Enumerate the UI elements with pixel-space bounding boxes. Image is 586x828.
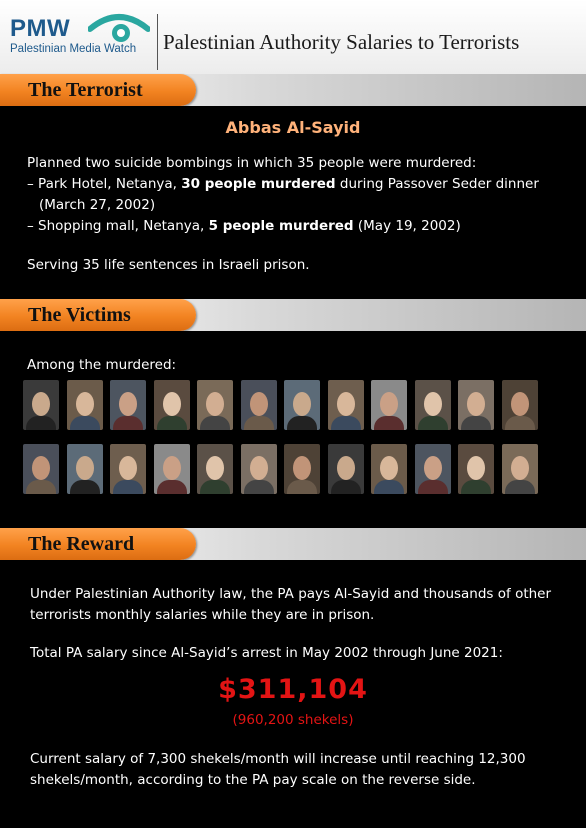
victim-photo-row-2 <box>23 444 538 494</box>
victim-photo <box>23 444 59 494</box>
victim-shoulders <box>374 480 404 494</box>
victim-face <box>250 392 268 416</box>
victim-shoulders <box>374 416 404 430</box>
salary-amount: $311,104 <box>218 674 368 705</box>
reward-paragraph-2: Total PA salary since Al-Sayid’s arrest in May 2002 through June 2021: <box>30 645 503 661</box>
victim-face <box>206 392 224 416</box>
sentence-text: Serving 35 life sentences in Israeli prison. <box>27 257 310 273</box>
victim-photo <box>502 380 538 430</box>
victim-photo <box>502 444 538 494</box>
victims-intro: Among the murdered: <box>27 357 177 373</box>
victim-face <box>163 456 181 480</box>
victim-shoulders <box>461 480 491 494</box>
victim-photo <box>458 380 494 430</box>
victim-shoulders <box>418 416 448 430</box>
victim-face <box>467 456 485 480</box>
victim-photo <box>415 380 451 430</box>
victim-photo <box>110 444 146 494</box>
reward-paragraph-3: Current salary of 7,300 shekels/month will increase until reaching 12,300 shekels/month, according to the PA pay scale on the reverse side. <box>30 751 526 788</box>
attack2-casualties: 5 people murdered <box>208 218 354 234</box>
section-tab-terrorist: The Terrorist <box>0 74 196 106</box>
victim-shoulders <box>244 416 274 430</box>
victim-face <box>32 456 50 480</box>
victim-photo <box>23 380 59 430</box>
victim-photo <box>241 380 277 430</box>
attack-description <box>27 153 567 237</box>
victim-face <box>119 456 137 480</box>
section-tab-victims: The Victims <box>0 299 196 331</box>
victim-face <box>380 392 398 416</box>
pmw-logo-subtitle: Palestinian Media Watch <box>10 43 137 55</box>
victim-photo <box>154 444 190 494</box>
victim-photo <box>110 380 146 430</box>
victim-shoulders <box>244 480 274 494</box>
victim-shoulders <box>331 480 361 494</box>
attack1-suffix: during Passover Seder dinner <box>335 176 539 192</box>
victim-face <box>250 456 268 480</box>
victim-photo <box>458 444 494 494</box>
victim-photo <box>415 444 451 494</box>
victim-face <box>424 456 442 480</box>
victim-face <box>119 392 137 416</box>
victim-photo <box>284 380 320 430</box>
victim-face <box>511 456 529 480</box>
terrorist-name: Abbas Al-Sayid <box>225 118 361 137</box>
victim-photo <box>241 444 277 494</box>
victim-shoulders <box>26 416 56 430</box>
victim-shoulders <box>287 480 317 494</box>
attack2-prefix: – Shopping mall, Netanya, <box>27 218 209 234</box>
victim-shoulders <box>200 480 230 494</box>
victim-face <box>32 392 50 416</box>
victim-photo <box>197 380 233 430</box>
victim-shoulders <box>157 416 187 430</box>
victim-face <box>163 392 181 416</box>
victim-photo <box>154 380 190 430</box>
victim-shoulders <box>461 416 491 430</box>
pmw-logo-text: PMW <box>10 15 71 42</box>
victim-photo <box>67 380 103 430</box>
victim-face <box>76 392 94 416</box>
victim-photo <box>328 444 364 494</box>
victim-shoulders <box>418 480 448 494</box>
salary-amount-shekels: (960,200 shekels) <box>232 712 354 728</box>
victim-shoulders <box>70 416 100 430</box>
victim-face <box>337 456 355 480</box>
victim-face <box>293 456 311 480</box>
victim-shoulders <box>26 480 56 494</box>
attack-item-park-hotel <box>27 174 567 195</box>
victim-shoulders <box>70 480 100 494</box>
victim-photo <box>371 380 407 430</box>
attack2-suffix: (May 19, 2002) <box>353 218 461 234</box>
victim-face <box>467 392 485 416</box>
attack1-date: (March 27, 2002) <box>39 197 156 213</box>
victim-photo <box>197 444 233 494</box>
victim-shoulders <box>331 416 361 430</box>
header-divider <box>157 14 158 70</box>
victim-face <box>380 456 398 480</box>
victim-shoulders <box>113 480 143 494</box>
page-title: Palestinian Authority Salaries to Terrorists <box>163 30 520 54</box>
attack1-casualties: 30 people murdered <box>181 176 336 192</box>
eye-logo-icon <box>88 11 150 47</box>
victim-face <box>76 456 94 480</box>
victim-shoulders <box>200 416 230 430</box>
reward-paragraph-1: Under Palestinian Authority law, the PA pays Al-Sayid and thousands of other terrorists monthly salaries while they are in prison. <box>30 586 552 623</box>
victim-shoulders <box>505 416 535 430</box>
victim-face <box>511 392 529 416</box>
victim-shoulders <box>157 480 187 494</box>
victim-photo <box>371 444 407 494</box>
victim-shoulders <box>287 416 317 430</box>
victim-face <box>293 392 311 416</box>
victim-photo <box>328 380 364 430</box>
victim-photo <box>284 444 320 494</box>
victim-photo <box>67 444 103 494</box>
section-tab-reward: The Reward <box>0 528 196 560</box>
victim-face <box>424 392 442 416</box>
victim-face <box>337 392 355 416</box>
attack-item-shopping-mall <box>27 216 567 237</box>
victim-shoulders <box>113 416 143 430</box>
attack-intro: Planned two suicide bombings in which 35 people were murdered: <box>27 155 477 171</box>
victim-shoulders <box>505 480 535 494</box>
attack1-prefix: – Park Hotel, Netanya, <box>27 176 182 192</box>
victim-face <box>206 456 224 480</box>
victim-photo-row-1 <box>23 380 538 430</box>
